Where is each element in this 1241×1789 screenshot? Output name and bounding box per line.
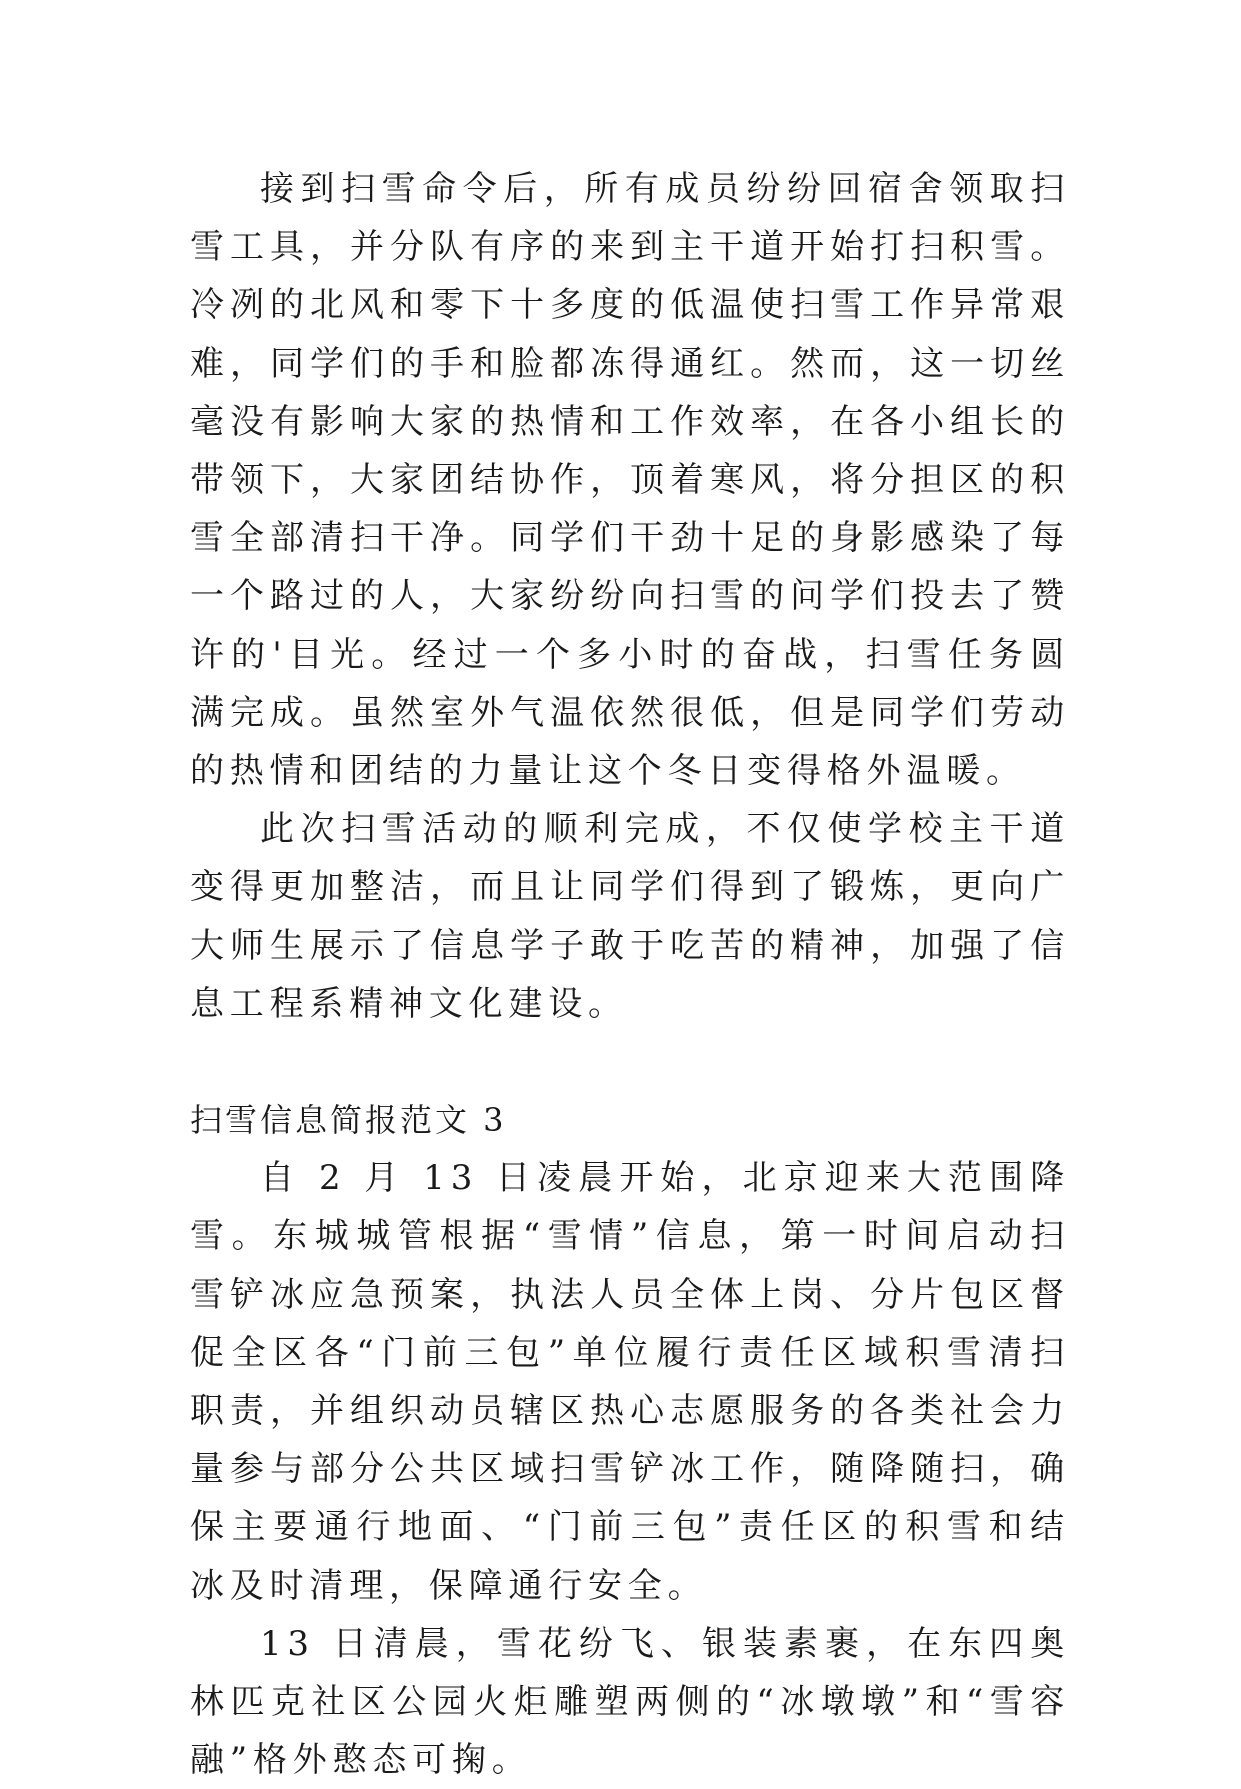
paragraph-morning-scene: 13 日清晨，雪花纷飞、银装素裹，在东四奥林匹克社区公园火炬雕塑两侧的“冰墩墩”和“雪容融”格外憨态可掬。: [190, 1623, 1070, 1781]
document-body: [190, 160, 1070, 1789]
section-heading: 扫雪信息简报范文 3: [190, 1101, 507, 1140]
paragraph-snow-sweeping-work: 接到扫雪命令后，所有成员纷纷回宿舍领取扫雪工具，并分队有序的来到主干道开始打扫积雪。冷冽的北风和零下十多度的低温使扫雪工作异常艰难，同学们的手和脸都冻得通红。然而，这一切丝毫没有影响大家的热情和工作效率，在各小组长的带领下，大家团结协作，顶着寒风，将分担区的积雪全部清扫干净。同学们干劲十足的身影感染了每一个路过的人，大家纷纷向扫雪的问学们投去了赞许的'目光。经过一个多小时的奋战，扫雪任务圆满完成。虽然室外气温依然很低，但是同学们劳动的热情和团结的力量让这个冬日变得格外温暖。: [190, 169, 1070, 792]
paragraph-activity-summary: 此次扫雪活动的顺利完成，不仅使学校主干道变得更加整洁，而且让同学们得到了锻炼，更向广大师生展示了信息学子敢于吃苦的精神，加强了信息工程系精神文化建设。: [190, 809, 1070, 1024]
paragraph-beijing-snowfall: 自 2 月 13 日凌晨开始，北京迎来大范围降雪。东城城管根据“雪情”信息，第一时间启动扫雪铲冰应急预案，执法人员全体上岗、分片包区督促全区各“门前三包”单位履行责任区域积雪清扫职责，并组织动员辖区热心志愿服务的各类社会力量参与部分公共区域扫雪铲冰工作，随降随扫，确保主要通行地面、“门前三包”责任区的积雪和结冰及时清理，保障通行安全。: [190, 1158, 1070, 1606]
